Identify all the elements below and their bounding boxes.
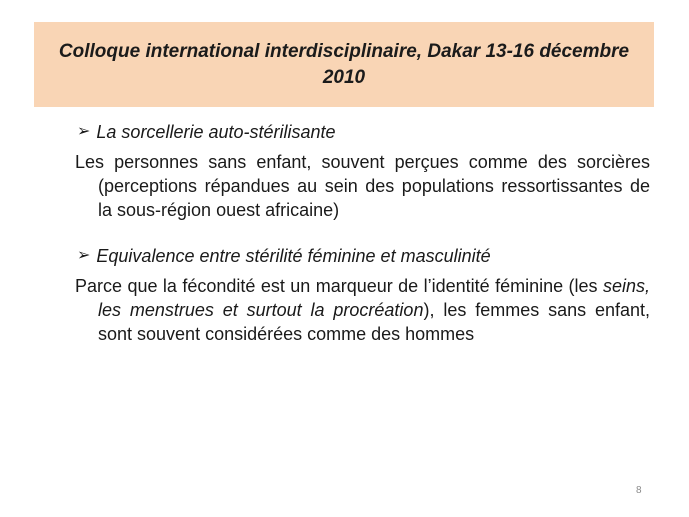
arrow-bullet-icon: ➢ [77, 247, 91, 264]
slide-title: Colloque international interdisciplinaire, Dakar 13-16 décembre 2010 [58, 40, 630, 88]
bullet-heading-text: La sorcellerie auto-stérilisante [96, 122, 336, 142]
paragraph-text: Parce que la fécondité est un marqueur de l’identité féminine (les [75, 276, 603, 296]
title-banner [34, 22, 654, 107]
bullet-heading-1 [77, 120, 650, 144]
paragraph-1: Les personnes sans enfant, souvent perçues comme des sorcières (perceptions répandues au sein des populations ressortissantes de la sous-région ouest africaine) [75, 152, 650, 220]
paragraph-2 [75, 274, 650, 346]
slide-content [75, 120, 650, 346]
paragraph-italic-text: seins, les menstrues et surtout la procréation [98, 276, 650, 320]
arrow-bullet-icon: ➢ [77, 123, 91, 140]
paragraph-text: ), les femmes sans enfant, sont souvent considérées comme des hommes [98, 300, 651, 344]
slide-number: 8 [636, 485, 642, 496]
bullet-heading-2 [77, 244, 650, 268]
bullet-heading-text: Equivalence entre stérilité féminine et masculinité [96, 246, 491, 266]
